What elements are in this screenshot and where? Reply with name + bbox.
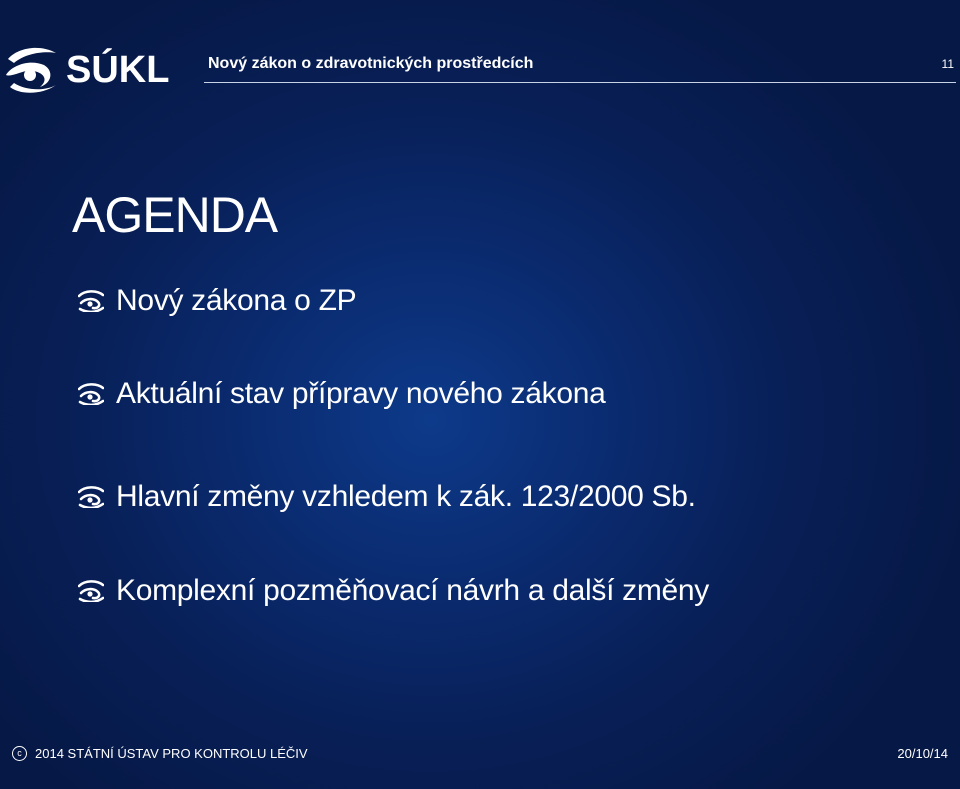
footer-organization: 2014 STÁTNÍ ÚSTAV PRO KONTROLU LÉČIV — [35, 746, 308, 761]
list-item — [78, 480, 696, 514]
sukl-logo — [4, 44, 174, 96]
sukl-bullet-icon — [78, 383, 104, 405]
copyright-icon: c — [12, 746, 27, 761]
sukl-bullet-icon — [78, 580, 104, 602]
sukl-bullet-icon — [78, 486, 104, 508]
agenda-heading: AGENDA — [72, 187, 278, 243]
list-item — [78, 377, 606, 411]
list-item-label: Hlavní změny vzhledem k zák. 123/2000 Sb. — [116, 480, 696, 513]
header-divider — [204, 82, 956, 83]
page-number: 11 — [941, 57, 954, 71]
list-item — [78, 284, 356, 318]
list-item — [78, 574, 709, 608]
footer-date: 20/10/14 — [897, 746, 948, 761]
presentation-title: Nový zákon o zdravotnických prostředcích — [208, 55, 534, 72]
sukl-logo-icon — [4, 45, 60, 95]
logo-text: SÚKL — [66, 49, 170, 91]
sukl-bullet-icon — [78, 290, 104, 312]
list-item-label: Aktuální stav přípravy nového zákona — [116, 377, 606, 410]
list-item-label: Komplexní pozměňovací návrh a další změny — [116, 574, 710, 607]
list-item-label: Nový zákona o ZP — [116, 284, 357, 317]
footer-copyright — [12, 746, 308, 761]
